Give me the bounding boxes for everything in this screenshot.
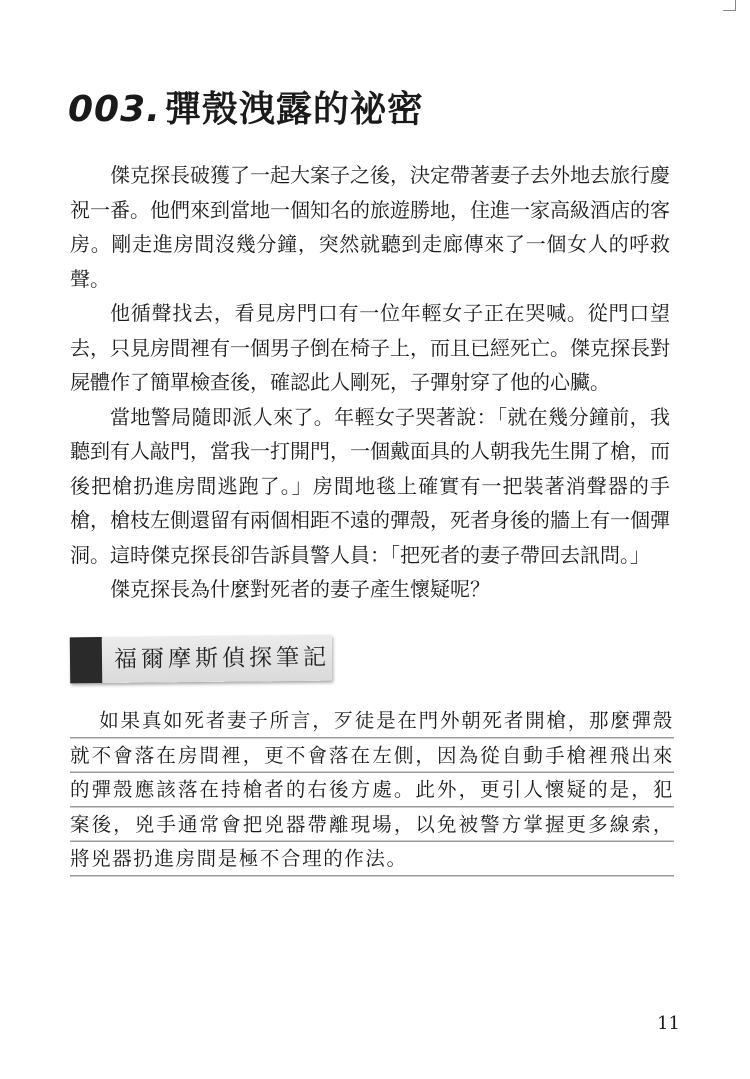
page-title bbox=[68, 82, 424, 138]
notes-banner bbox=[70, 635, 332, 684]
crop-mark bbox=[723, 0, 736, 11]
notes-heading: 福爾摩斯偵探筆記 bbox=[113, 644, 331, 673]
paragraph: 傑克探長破獲了一起大案子之後，決定帶著妻子去外地去旅行慶祝一番。他們來到當地一個知名的旅遊勝地，住進一家高級酒店的客房。剛走進房間沒幾分鐘，突然就聽到走廊傳來了一個女人的呼救聲。 bbox=[70, 163, 670, 291]
story-body bbox=[70, 158, 670, 607]
notes-paragraph: 如果真如死者妻子所言，歹徒是在門外朝死者開槍，那麼彈殼就不會落在房間裡，更不會落在左側，因為從自動手槍裡飛出來的彈殼應該落在持槍者的右後方處。此外，更引人懷疑的是，犯案後，兇手通常會把兇器帶離現場，以免被警方掌握更多線索，將兇器扔進房間是極不合理的作法。 bbox=[70, 709, 674, 870]
paragraph: 他循聲找去，看見房門口有一位年輕女子正在哭喊。從門口望去，只見房間裡有一個男子倒在椅子上，而且已經死亡。傑克探長對屍體作了簡單檢查後，確認此人剛死，子彈射穿了他的心臟。 bbox=[70, 301, 670, 394]
paragraph: 傑克探長為什麼對死者的妻子產生懷疑呢？ bbox=[110, 577, 490, 601]
banner-block bbox=[70, 637, 102, 683]
title-number: 003. bbox=[68, 89, 161, 130]
notes-body bbox=[70, 704, 674, 877]
paragraph: 當地警局隨即派人來了。年輕女子哭著說：「就在幾分鐘前，我聽到有人敲門，當我一打開門，一個戴面具的人朝我先生開了槍，而後把槍扔進房間逃跑了。」房間地毯上確實有一把裝著消聲器的手槍，槍枝左側還留有兩個相距不遠的彈殼，死者身後的牆上有一個彈洞。這時傑克探長卻告訴員警人員：「把死者的妻子帶回去訊問。」 bbox=[70, 404, 670, 567]
title-text: 彈殼洩露的祕密 bbox=[164, 89, 424, 130]
page-number: 11 bbox=[657, 1013, 680, 1034]
